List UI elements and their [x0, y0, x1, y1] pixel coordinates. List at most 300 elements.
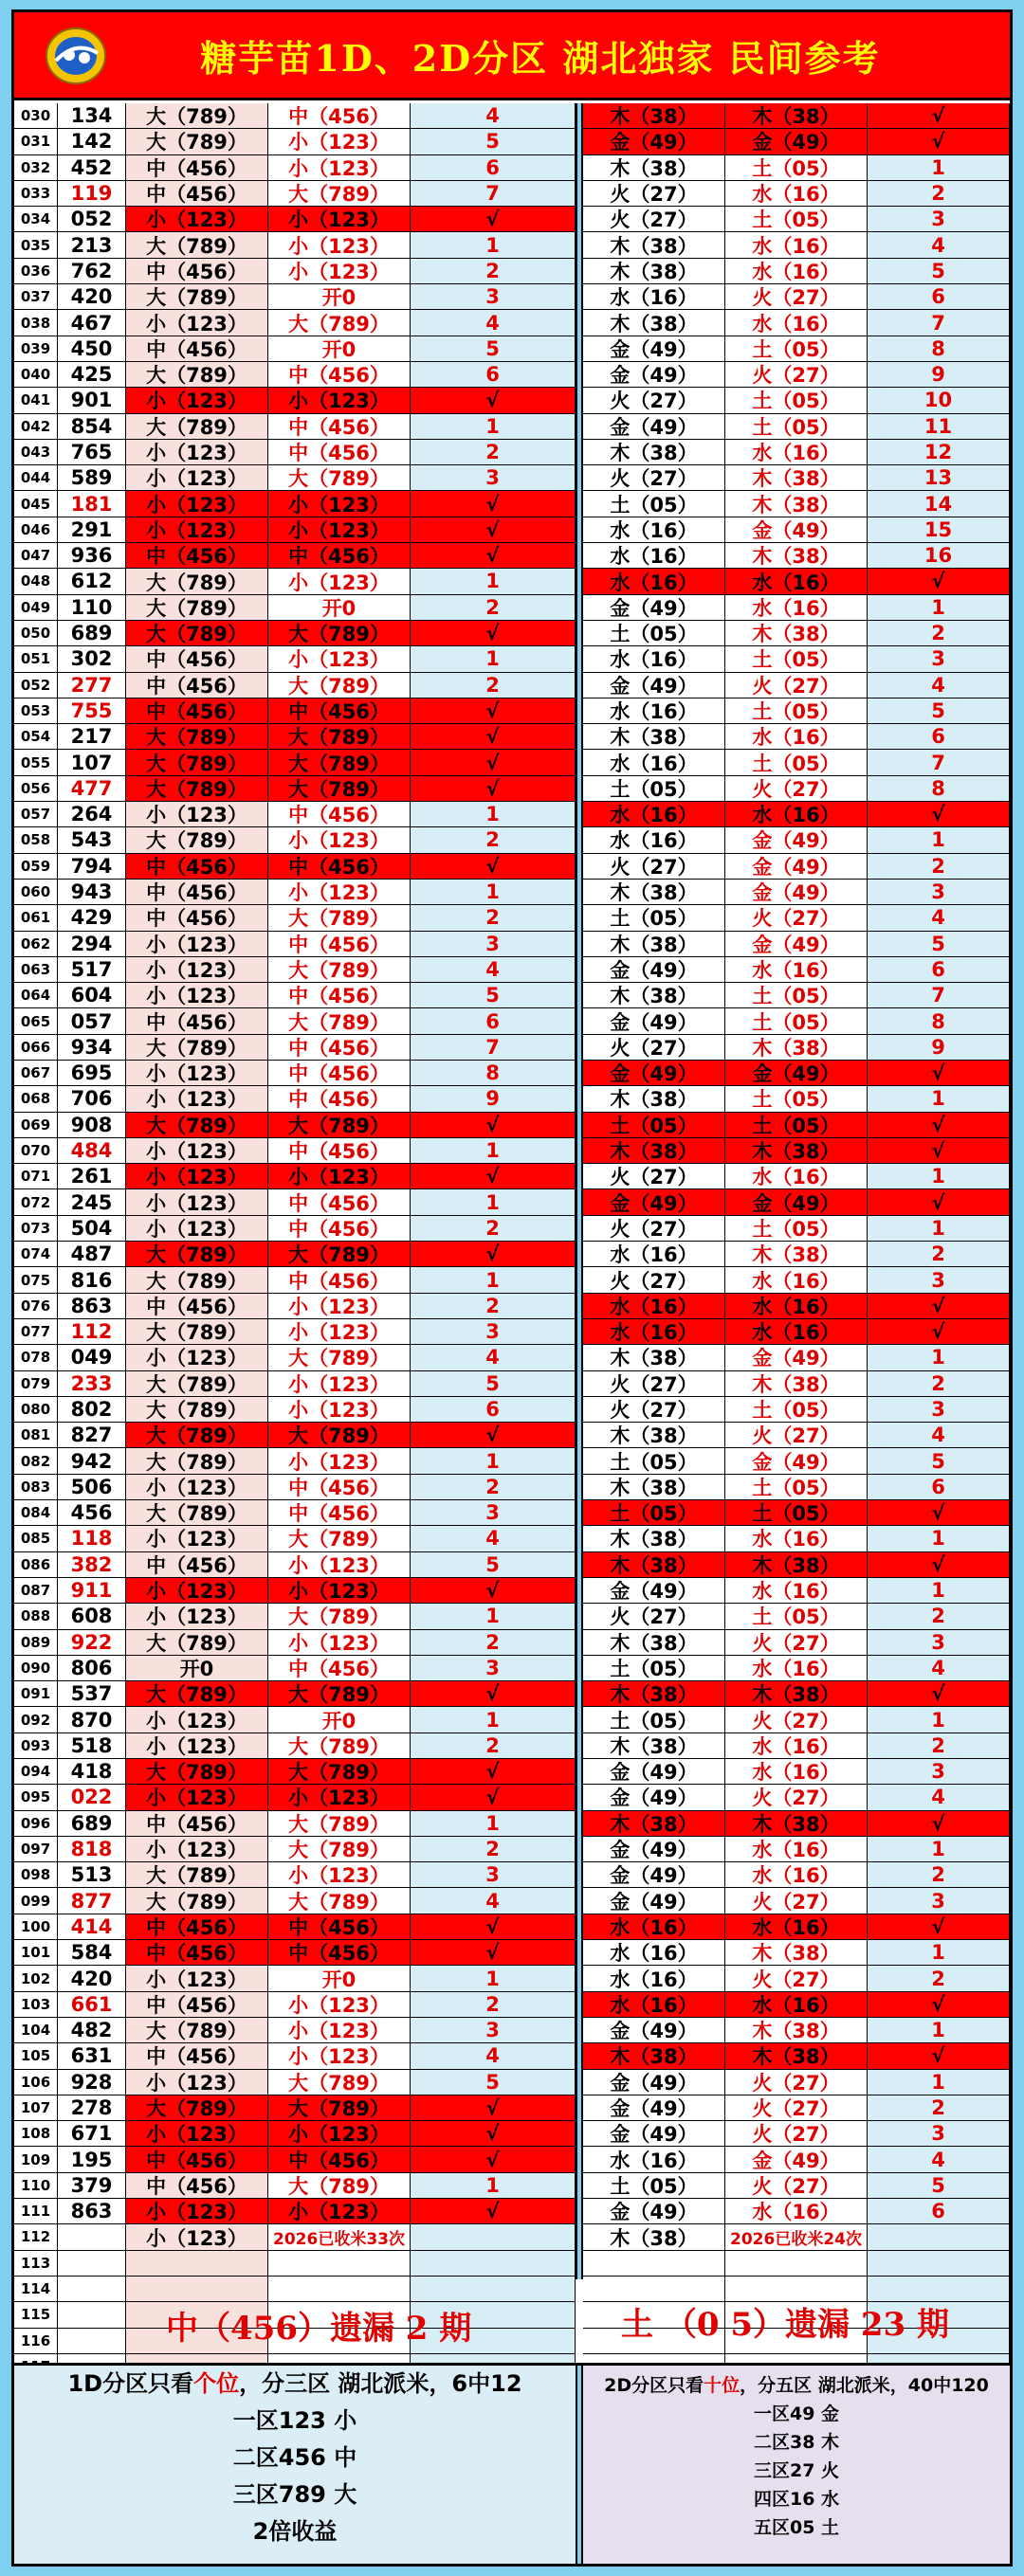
element-predict-cell: 土（05） — [725, 750, 868, 774]
element-predict-cell: 水（16） — [725, 1837, 868, 1861]
issue-cell: 105 — [14, 2043, 58, 2068]
element-actual-cell: 金（49） — [583, 2070, 725, 2095]
element-predict-cell: 火（27） — [725, 1630, 868, 1655]
result-cell: √ — [868, 1552, 1010, 1577]
issue-cell: 061 — [14, 905, 58, 930]
element-predict-cell: 木（38） — [725, 2043, 868, 2068]
zone-actual-cell: 大（789） — [126, 1681, 268, 1706]
element-actual-cell: 金（49） — [583, 957, 725, 982]
element-predict-cell: 水（16） — [725, 1164, 868, 1188]
table-row — [14, 957, 576, 983]
zone-actual-cell: 小（123） — [126, 517, 268, 542]
table-row — [583, 880, 1010, 905]
issue-cell: 107 — [14, 2095, 58, 2120]
zone-predict-cell: 中（456） — [268, 2147, 411, 2171]
issue-cell: 044 — [14, 465, 58, 490]
result-cell: 7 — [411, 181, 576, 206]
table-row — [14, 1656, 576, 1681]
table-row — [14, 1759, 576, 1785]
left-table-1d — [14, 103, 576, 2380]
table-row — [14, 1940, 576, 1966]
zone-predict-cell: 大（789） — [268, 181, 411, 206]
result-cell: 3 — [868, 1397, 1010, 1422]
number-cell: 589 — [58, 465, 126, 490]
result-cell: 3 — [868, 646, 1010, 671]
table-row — [14, 491, 576, 517]
number-cell: 110 — [58, 595, 126, 620]
element-predict-cell: 水（16） — [725, 569, 868, 593]
zone-predict-cell: 大（789） — [268, 1113, 411, 1137]
zone-predict-cell: 2026已收米33次 — [268, 2224, 411, 2249]
element-predict-cell: 金（49） — [725, 880, 868, 904]
number-cell: 863 — [58, 2199, 126, 2223]
result-cell: 2 — [411, 595, 576, 620]
issue-cell: 049 — [14, 595, 58, 620]
zone-actual-cell: 大（789） — [126, 776, 268, 801]
zone-actual-cell: 大（789） — [126, 569, 268, 593]
result-cell: √ — [411, 854, 576, 879]
result-cell: 4 — [411, 1345, 576, 1370]
table-row — [583, 1681, 1010, 1707]
zone-predict-cell: 小（123） — [268, 2121, 411, 2146]
number-cell: 911 — [58, 1578, 126, 1603]
result-cell: √ — [868, 1113, 1010, 1137]
table-row — [583, 724, 1010, 750]
number-cell: 261 — [58, 1164, 126, 1188]
element-actual-cell: 金（49） — [583, 1785, 725, 1809]
zone-predict-cell: 大（789） — [268, 750, 411, 774]
zone-predict-cell: 大（789） — [268, 1242, 411, 1266]
table-row — [14, 362, 576, 388]
element-actual-cell: 木（38） — [583, 1086, 725, 1111]
element-predict-cell: 水（16） — [725, 595, 868, 620]
element-actual-cell: 木（38） — [583, 1552, 725, 1577]
result-cell: 4 — [411, 310, 576, 335]
element-actual-cell: 土（05） — [583, 1707, 725, 1732]
note-text: 1D分区只看 — [67, 2370, 194, 2397]
element-actual-cell: 木（38） — [583, 1345, 725, 1370]
element-actual-cell: 土（05） — [583, 905, 725, 930]
result-cell: √ — [868, 103, 1010, 128]
zone-predict-cell: 开0 — [268, 284, 411, 309]
number-cell: 877 — [58, 1888, 126, 1913]
zone-predict-cell: 小（123） — [268, 1294, 411, 1318]
result-cell: 3 — [868, 1888, 1010, 1913]
zone-actual-cell: 大（789） — [126, 1500, 268, 1525]
miss-left-label: 中（456）遗漏 2 期 — [166, 2310, 472, 2348]
zone-predict-cell: 中（456） — [268, 362, 411, 387]
result-cell: 5 — [411, 129, 576, 154]
number-cell: 827 — [58, 1423, 126, 1447]
result-cell: 1 — [411, 232, 576, 257]
table-row — [583, 2095, 1010, 2121]
result-cell: 4 — [411, 1526, 576, 1551]
table-row — [14, 543, 576, 569]
element-predict-cell: 火（27） — [725, 1785, 868, 1809]
table-row — [14, 932, 576, 957]
result-cell: √ — [868, 1138, 1010, 1163]
table-row — [583, 310, 1010, 336]
element-actual-cell: 水（16） — [583, 802, 725, 826]
table-row — [14, 388, 576, 413]
table-row — [583, 414, 1010, 440]
table-row — [14, 517, 576, 543]
number-cell: 928 — [58, 2070, 126, 2095]
element-predict-cell: 金（49） — [725, 932, 868, 956]
zone-predict-cell: 中（456） — [268, 1086, 411, 1111]
table-row — [14, 1448, 576, 1474]
number-cell: 706 — [58, 1086, 126, 1111]
result-cell: 1 — [868, 1940, 1010, 1965]
table-row — [583, 1837, 1010, 1862]
element-actual-cell: 火（27） — [583, 1397, 725, 1422]
element-actual-cell: 水（16） — [583, 1319, 725, 1344]
result-cell: 2 — [868, 1966, 1010, 1990]
result-cell: 3 — [411, 465, 576, 490]
element-predict-cell: 水（16） — [725, 181, 868, 206]
number-cell: 379 — [58, 2173, 126, 2198]
zone-predict-cell: 中（456） — [268, 440, 411, 464]
issue-cell: 090 — [14, 1656, 58, 1680]
number-cell: 584 — [58, 1940, 126, 1965]
zone-actual-cell: 中（456） — [126, 259, 268, 283]
zone-actual-cell: 小（123） — [126, 1785, 268, 1809]
issue-cell: 045 — [14, 491, 58, 516]
table-row — [14, 207, 576, 232]
table-row — [583, 259, 1010, 284]
table-row — [14, 284, 576, 310]
result-cell: √ — [868, 1992, 1010, 2017]
zone-predict-cell: 大（789） — [268, 724, 411, 749]
zone-actual-cell: 中（456） — [126, 2043, 268, 2068]
zone-predict-cell: 大（789） — [268, 1008, 411, 1033]
issue-cell: 030 — [14, 103, 58, 128]
number-cell: 420 — [58, 1966, 126, 1990]
zone-actual-cell: 小（123） — [126, 1707, 268, 1732]
table-row — [583, 232, 1010, 258]
zone-actual-cell: 小（123） — [126, 207, 268, 231]
issue-cell: 078 — [14, 1345, 58, 1370]
result-cell: 10 — [868, 388, 1010, 412]
zone-actual-cell: 小（123） — [126, 932, 268, 956]
result-cell: 3 — [868, 1630, 1010, 1655]
zone-actual-cell: 大（789） — [126, 1448, 268, 1473]
number-cell: 057 — [58, 1008, 126, 1033]
zone-predict-cell: 大（789） — [268, 1811, 411, 1836]
table-row — [14, 1138, 576, 1164]
result-cell: 3 — [868, 880, 1010, 904]
zone-actual-cell: 小（123） — [126, 491, 268, 516]
result-cell: √ — [868, 1319, 1010, 1344]
table-row — [14, 1216, 576, 1242]
element-actual-cell: 木（38） — [583, 880, 725, 904]
result-cell: 1 — [411, 569, 576, 593]
issue-cell: 047 — [14, 543, 58, 568]
issue-cell: 036 — [14, 259, 58, 283]
element-actual-cell: 火（27） — [583, 1604, 725, 1628]
element-actual-cell: 木（38） — [583, 2043, 725, 2068]
table-row — [583, 854, 1010, 880]
number-cell: 604 — [58, 983, 126, 1007]
element-actual-cell: 木（38） — [583, 1138, 725, 1163]
zone-actual-cell: 中（456） — [126, 646, 268, 671]
table-row — [583, 103, 1010, 129]
result-cell: 9 — [411, 1086, 576, 1111]
zone-actual-cell: 大（789） — [126, 284, 268, 309]
result-cell: √ — [868, 129, 1010, 154]
element-predict-cell: 土（05） — [725, 983, 868, 1007]
table-row — [583, 932, 1010, 957]
result-cell: 1 — [868, 1578, 1010, 1603]
element-actual-cell: 金（49） — [583, 1862, 725, 1887]
zone-predict-cell: 大（789） — [268, 2070, 411, 2095]
result-cell: 2 — [868, 1604, 1010, 1628]
table-row — [583, 1785, 1010, 1810]
table-row — [14, 1475, 576, 1500]
table-row — [14, 698, 576, 724]
zone-actual-cell: 大（789） — [126, 1319, 268, 1344]
result-cell: 6 — [868, 2199, 1010, 2223]
zone-predict-cell — [268, 2251, 411, 2276]
issue-cell: 106 — [14, 2070, 58, 2095]
issue-cell: 084 — [14, 1500, 58, 1525]
zone-predict-cell: 中（456） — [268, 1189, 411, 1214]
element-predict-cell: 水（16） — [725, 259, 868, 283]
zone-predict-cell: 小（123） — [268, 569, 411, 593]
zone-predict-cell — [268, 2277, 411, 2301]
footer-left-notes — [14, 2366, 576, 2567]
zone-predict-cell: 小（123） — [268, 207, 411, 231]
element-actual-cell: 木（38） — [583, 440, 725, 464]
issue-cell: 070 — [14, 1138, 58, 1163]
table-row — [583, 1992, 1010, 2018]
zone-actual-cell: 中（456） — [126, 155, 268, 180]
result-cell: 4 — [868, 673, 1010, 698]
result-cell: 4 — [868, 2147, 1010, 2171]
table-row — [583, 1397, 1010, 1423]
number-cell: 420 — [58, 284, 126, 309]
result-cell: 1 — [411, 1811, 576, 1836]
element-actual-cell: 金（49） — [583, 1759, 725, 1784]
issue-cell: 093 — [14, 1733, 58, 1758]
result-cell: 3 — [411, 284, 576, 309]
zone-actual-cell: 小（123） — [126, 1475, 268, 1499]
table-row — [14, 1785, 576, 1810]
element-actual-cell: 火（27） — [583, 1216, 725, 1241]
issue-cell: 066 — [14, 1035, 58, 1060]
table-row — [14, 724, 576, 750]
issue-cell: 040 — [14, 362, 58, 387]
table-row — [583, 465, 1010, 491]
number-cell: 762 — [58, 259, 126, 283]
element-predict-cell: 水（16） — [725, 957, 868, 982]
issue-cell: 069 — [14, 1113, 58, 1137]
zone-predict-cell: 小（123） — [268, 1164, 411, 1188]
issue-cell: 085 — [14, 1526, 58, 1551]
zone-predict-cell: 中（456） — [268, 103, 411, 128]
result-cell: 5 — [868, 1448, 1010, 1473]
table-row — [14, 1242, 576, 1267]
element-predict-cell: 火（27） — [725, 2121, 868, 2146]
issue-cell: 039 — [14, 336, 58, 361]
element-actual-cell: 木（38） — [583, 1733, 725, 1758]
element-predict-cell: 火（27） — [725, 1966, 868, 1990]
number-cell: 765 — [58, 440, 126, 464]
table-row — [583, 1242, 1010, 1267]
element-predict-cell — [725, 2251, 868, 2276]
result-cell: 15 — [868, 517, 1010, 542]
note-highlight: 十位 — [704, 2375, 741, 2396]
element-actual-cell: 木（38） — [583, 1630, 725, 1655]
number-cell: 942 — [58, 1448, 126, 1473]
result-cell: 2 — [868, 1242, 1010, 1266]
number-cell: 943 — [58, 880, 126, 904]
issue-cell: 053 — [14, 698, 58, 723]
element-actual-cell: 水（16） — [583, 698, 725, 723]
result-cell: √ — [411, 517, 576, 542]
result-cell: 2 — [411, 1630, 576, 1655]
result-cell: √ — [868, 1914, 1010, 1939]
number-cell: 217 — [58, 724, 126, 749]
table-row — [583, 1423, 1010, 1448]
zone-predict-cell: 大（789） — [268, 1759, 411, 1784]
result-cell: 4 — [868, 1785, 1010, 1809]
issue-cell: 116 — [14, 2329, 58, 2353]
element-predict-cell: 金（49） — [725, 1061, 868, 1085]
element-predict-cell: 火（27） — [725, 1707, 868, 1732]
number-cell: 513 — [58, 1862, 126, 1887]
element-predict-cell: 水（16） — [725, 2199, 868, 2223]
element-predict-cell: 金（49） — [725, 1189, 868, 1214]
zone-predict-cell: 大（789） — [268, 776, 411, 801]
element-predict-cell: 水（16） — [725, 802, 868, 826]
result-cell: 2 — [868, 2095, 1010, 2120]
zone-actual-cell: 小（123） — [126, 1345, 268, 1370]
zone-actual-cell: 小（123） — [126, 310, 268, 335]
result-cell: √ — [411, 2095, 576, 2120]
result-cell: √ — [868, 569, 1010, 593]
number-cell: 233 — [58, 1371, 126, 1396]
element-actual-cell: 水（16） — [583, 569, 725, 593]
table-row — [583, 440, 1010, 465]
issue-cell: 063 — [14, 957, 58, 982]
element-actual-cell: 金（49） — [583, 414, 725, 439]
issue-cell: 077 — [14, 1319, 58, 1344]
table-row — [583, 1940, 1010, 1966]
number-cell: 818 — [58, 1837, 126, 1861]
number-cell: 863 — [58, 1294, 126, 1318]
number-cell: 794 — [58, 854, 126, 879]
number-cell: 245 — [58, 1189, 126, 1214]
zone-actual-cell: 大（789） — [126, 1035, 268, 1060]
element-predict-cell: 火（27） — [725, 776, 868, 801]
result-cell: 1 — [411, 414, 576, 439]
table-row — [583, 1526, 1010, 1551]
number-cell: 506 — [58, 1475, 126, 1499]
number-cell: 195 — [58, 2147, 126, 2171]
result-cell: 12 — [868, 440, 1010, 464]
element-predict-cell: 水（16） — [725, 1578, 868, 1603]
zone-predict-cell: 中（456） — [268, 1267, 411, 1292]
element-actual-cell: 水（16） — [583, 1242, 725, 1266]
result-cell: 7 — [868, 750, 1010, 774]
zone-predict-cell: 中（456） — [268, 983, 411, 1007]
table-row — [583, 1113, 1010, 1138]
element-predict-cell: 水（16） — [725, 1914, 868, 1939]
element-predict-cell: 火（27） — [725, 905, 868, 930]
element-predict-cell: 木（38） — [725, 1940, 868, 1965]
element-actual-cell: 木（38） — [583, 232, 725, 257]
table-row — [583, 1371, 1010, 1397]
number-cell: 504 — [58, 1216, 126, 1241]
table-row — [583, 595, 1010, 621]
element-predict-cell: 火（27） — [725, 2095, 868, 2120]
footer-left-line-4: 三区789 大 — [232, 2481, 357, 2508]
zone-actual-cell: 中（456） — [126, 2173, 268, 2198]
zone-predict-cell: 大（789） — [268, 1837, 411, 1861]
table-row — [14, 905, 576, 931]
result-cell: √ — [411, 207, 576, 231]
zone-predict-cell: 中（456） — [268, 1914, 411, 1939]
result-cell: 1 — [868, 595, 1010, 620]
table-row — [583, 1888, 1010, 1914]
number-cell: 456 — [58, 1500, 126, 1525]
number-cell: 119 — [58, 181, 126, 206]
result-cell: √ — [411, 1914, 576, 1939]
result-cell: 4 — [868, 232, 1010, 257]
issue-cell: 113 — [14, 2251, 58, 2276]
table-row — [583, 1448, 1010, 1474]
zone-actual-cell: 中（456） — [126, 1008, 268, 1033]
table-row — [14, 1992, 576, 2018]
result-cell: 4 — [411, 2043, 576, 2068]
element-predict-cell: 水（16） — [725, 1733, 868, 1758]
element-predict-cell: 水（16） — [725, 440, 868, 464]
zone-actual-cell: 中（456） — [126, 854, 268, 879]
element-actual-cell: 木（38） — [583, 1681, 725, 1706]
table-row — [583, 621, 1010, 646]
result-cell: √ — [868, 2043, 1010, 2068]
zone-predict-cell: 大（789） — [268, 673, 411, 698]
header-banner — [14, 12, 1010, 100]
issue-cell: 080 — [14, 1397, 58, 1422]
element-actual-cell: 水（16） — [583, 284, 725, 309]
table-row — [14, 1811, 576, 1837]
issue-cell: 100 — [14, 1914, 58, 1939]
zone-actual-cell: 小（123） — [126, 802, 268, 826]
issue-cell: 041 — [14, 388, 58, 412]
zone-actual-cell: 大（789） — [126, 750, 268, 774]
result-cell: √ — [411, 698, 576, 723]
element-predict-cell: 土（05） — [725, 155, 868, 180]
zone-predict-cell: 开0 — [268, 1707, 411, 1732]
zone-actual-cell: 大（789） — [126, 129, 268, 154]
table-row — [14, 827, 576, 853]
footer-left-line-1 — [14, 2366, 576, 2403]
element-predict-cell: 水（16） — [725, 1992, 868, 2017]
number-cell: 213 — [58, 232, 126, 257]
element-actual-cell: 火（27） — [583, 1371, 725, 1396]
zone-predict-cell: 小（123） — [268, 129, 411, 154]
zone-predict-cell: 小（123） — [268, 517, 411, 542]
issue-cell: 076 — [14, 1294, 58, 1318]
zone-actual-cell: 小（123） — [126, 388, 268, 412]
zone-predict-cell: 小（123） — [268, 1397, 411, 1422]
zone-predict-cell: 中（456） — [268, 1475, 411, 1499]
issue-cell: 056 — [14, 776, 58, 801]
issue-cell: 097 — [14, 1837, 58, 1861]
element-actual-cell: 火（27） — [583, 1164, 725, 1188]
